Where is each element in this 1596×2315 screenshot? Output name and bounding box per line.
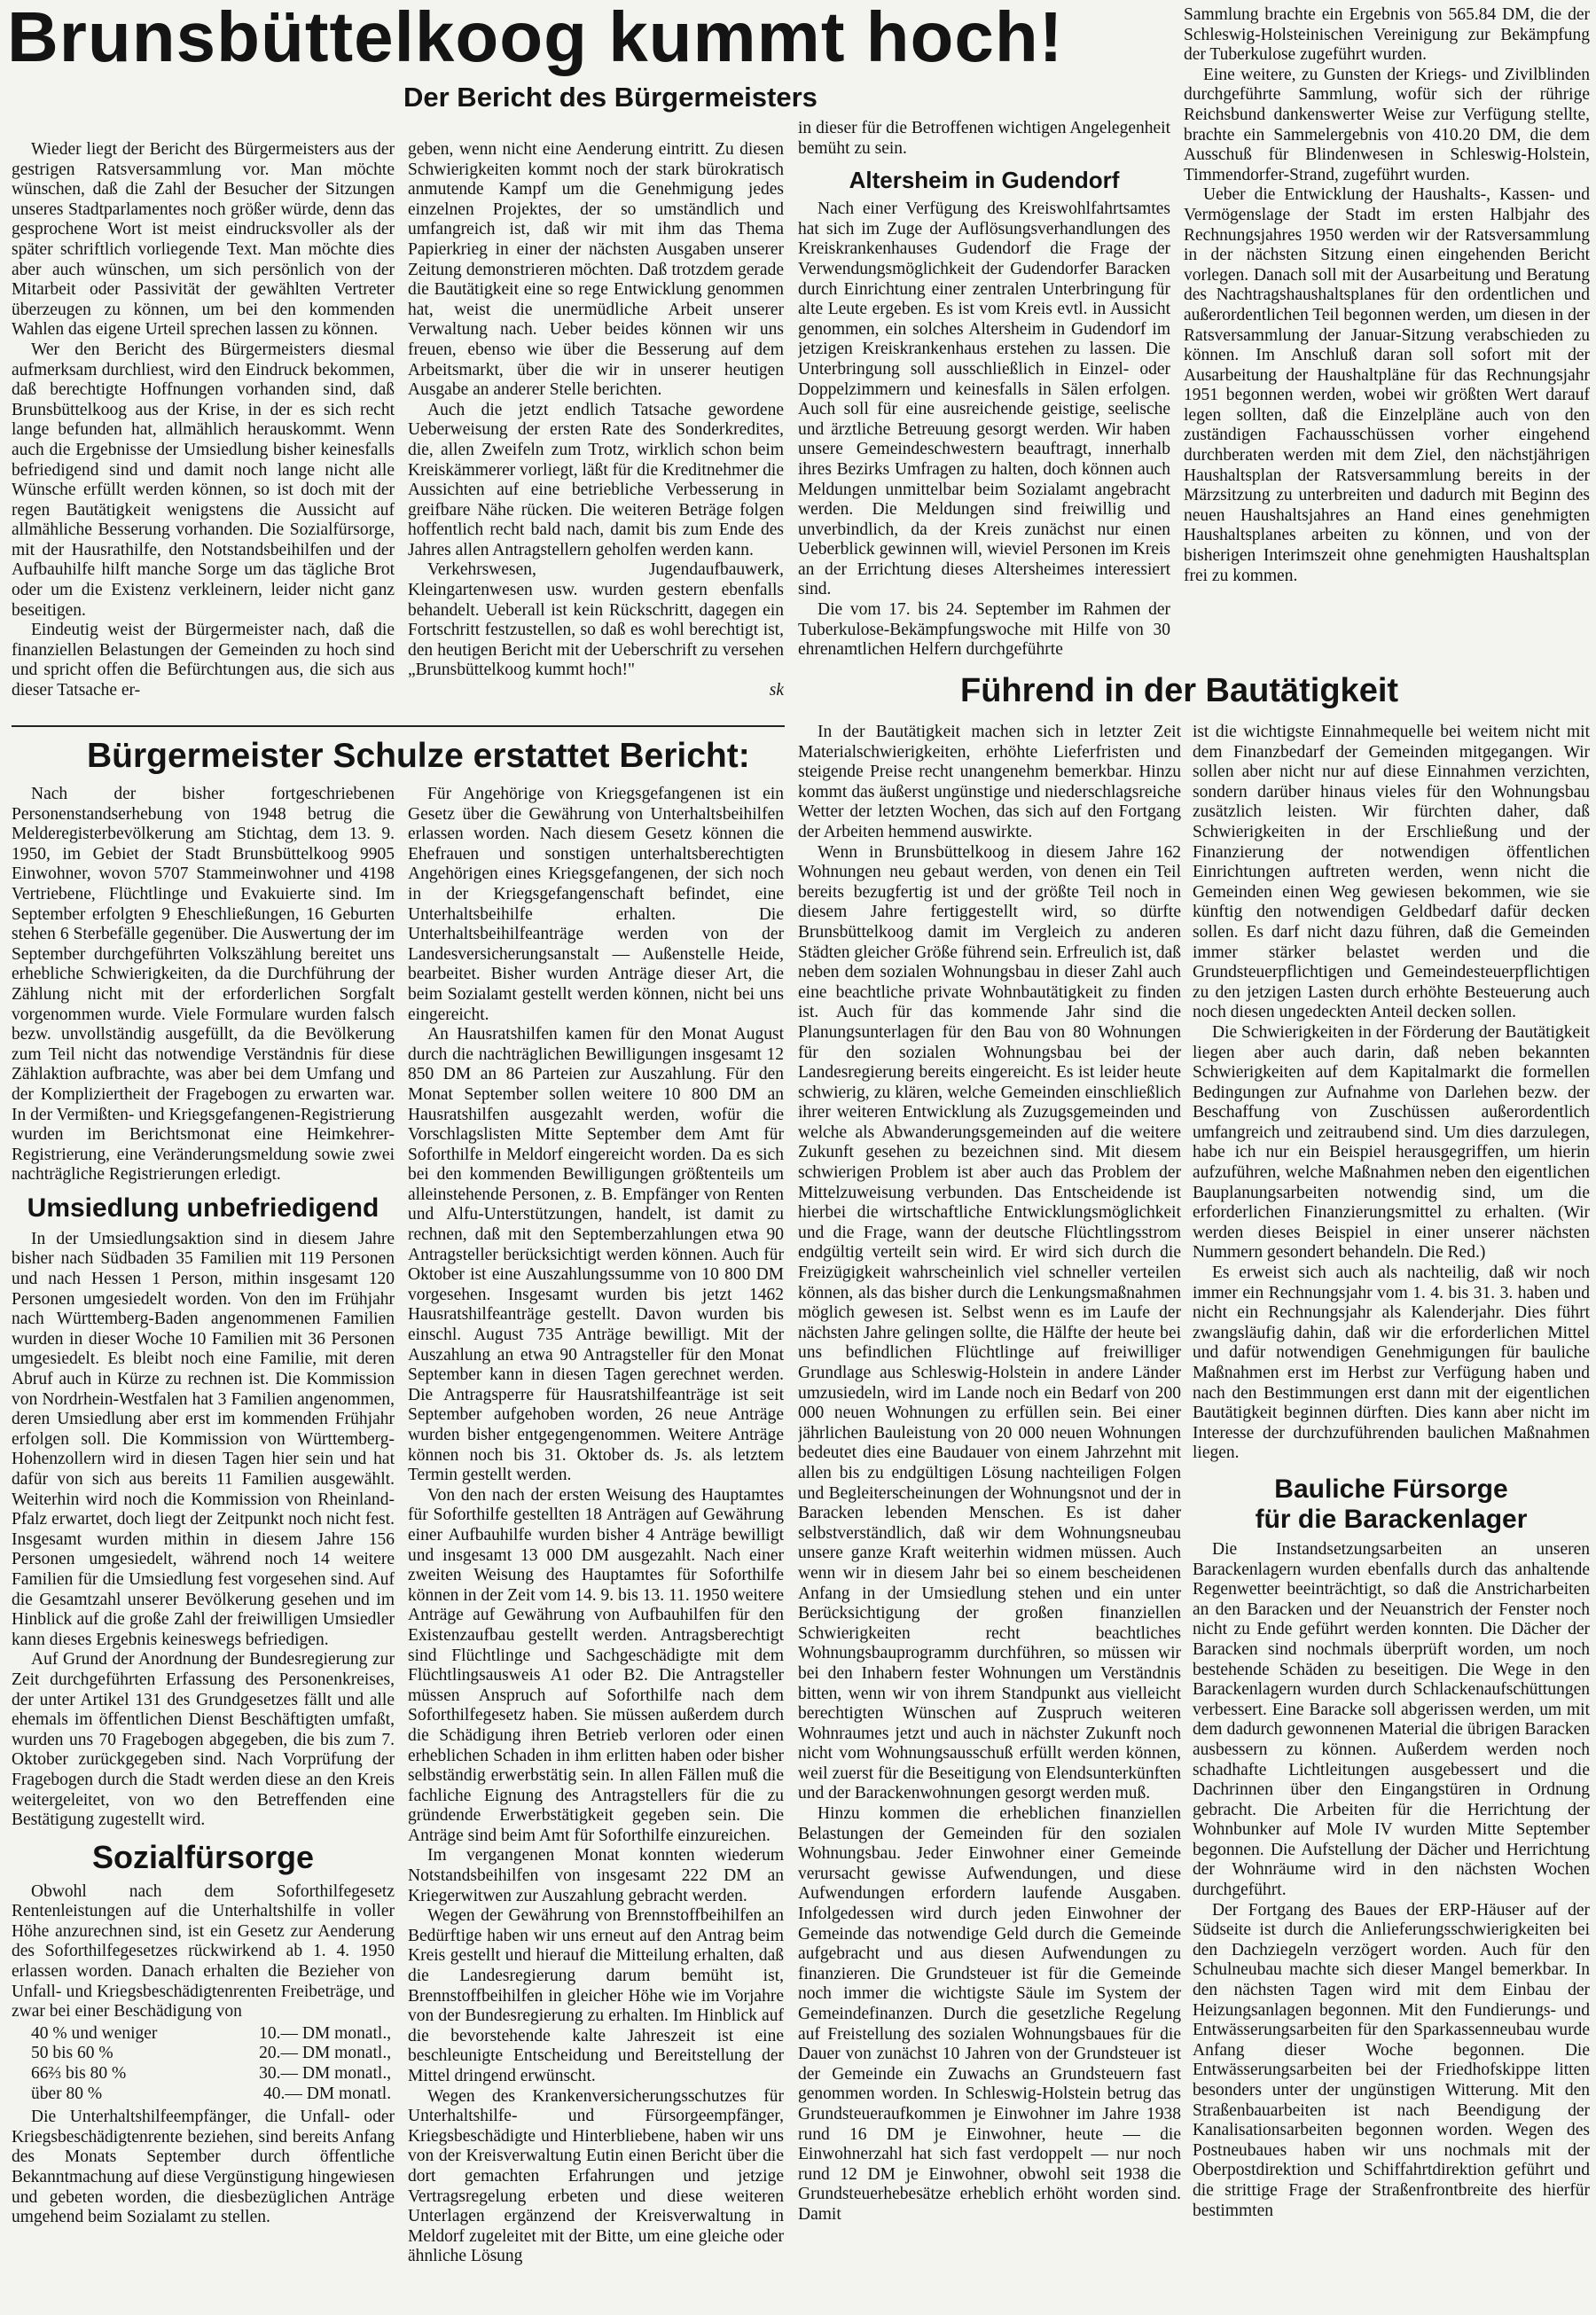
paragraph: Es erweist sich auch als nachteilig, daß wir noch immer ein Rechnungsjahr vom 1. 4. bis 31. 3. haben und nicht ein Rechnungsjahr als Kalenderjahr. Dies führt zwangsläufig dahin, daß wir die erforderlichen Mittel und dafür notwendigen Genehmigungen für bauliche Maßnahmen erst im Herbst zur Verfügung haben und nach den Bestimmungen erst dann mit der eigentlichen Bautätigkeit beginnen dürften. Dies kann aber nicht im Interesse der durchzuführenden baulichen Maßnahmen liegen.	[1193, 1263, 1590, 1463]
section-heading-umsiedlung: Umsiedlung unbefriedigend	[27, 1193, 379, 1223]
paragraph: Der Fortgang des Baues der ERP-Häuser auf der Südseite ist durch die Anlieferungsschwierigkeiten bei den Dachziegeln verzögert worden. Auch für den Schulneubau machte sich dieser Mangel bemerkbar. In den nächsten Tagen wird mit dem Einbau der Heizungsanlagen begonnen. Mit den Fundierungs- und Entwässerungsarbeiten für den Sparkassenneubau wurde Anfang dieser Woche begonnen. Die Entwässerungsarbeiten bei der Friedhofskippe litten besonders unter der ungünstigen Witterung. Mit den Straßenbauarbeiten ist nach Beendigung der Kanalisationsarbeiten begonnen worden. Wegen des Postneubaues haben wir uns nochmals mit der Oberpostdirektion und Schiffahrtdirektion geführt und die strittige Frage der Straßenfrontbreite des hierfür bestimmten	[1193, 1900, 1590, 2220]
paragraph: Obwohl nach dem Soforthilfegesetz Rentenleistungen auf die Unterhaltshilfe in voller Höhe anzurechnen sind, ist ein Gesetz zur Aenderung des Soforthilfegesetzes rückwirkend ab 1. 4. 1950 erlassen worden. Danach erhalten die Bezieher von Unfall- und Kriegsbeschädigtenrenten Freibeträge, und zwar bei einer Beschädigung von	[12, 1881, 395, 2022]
intro-column-2	[408, 140, 784, 716]
heading-line: Bauliche Fürsorge	[1274, 1474, 1508, 1504]
paragraph: ist die wichtigste Einnahmequelle bei weitem nicht mit dem Finanzbedarf der Gemeinden mitgegangen. Wir sollen aber nicht nur auf diese Einnahmen verzichten, sondern darüber hinaus vieles für den Wohnungsbau zusätzlich leisten. Wir fürchten daher, daß Schwierigkeiten in der Erschließung und der Finanzierung der notwendigen öffentlichen Einrichtungen auftreten werden, wenn nicht die Gemeinden einen Weg gewiesen bekommen, wie sie künftig den notwendigen Geldbedarf dafür decken sollen. Es darf nicht dazu führen, daß die Gemeinden immer stärker belastet werden und die Grundsteuerpflichtigen und Gemeindesteuerpflichtigen zu den jetzigen Lasten durch erhöhte Besteuerung auch noch diesen ungedeckten Anteil decken sollen.	[1193, 723, 1590, 1022]
table-cell: 50 bis 60 %	[31, 2044, 113, 2063]
paragraph: Verkehrswesen, Jugendaufbauwerk, Kleingartenwesen usw. wurden gestern ebenfalls behandelt. Ueberall ist kein Rückschritt, dagegen ein Fortschritt festzustellen, so daß es wohl berechtigt ist, den heutigen Bericht mit der Ueberschrift zu versehen „Brunsbüttelkoog kummt hoch!"	[408, 560, 784, 680]
section-heading-bautaetigkeit: Führend in der Bautätigkeit	[960, 672, 1399, 709]
paragraph: Nach einer Verfügung des Kreiswohlfahrtsamtes hat sich im Zuge der Auflösungsverhandlungen des Kreiskrankenhauses Gudendorf die Frage der Verwendungsmöglichkeit der Gudendorfer Baracken durch Einrichtung einer zentralen Unterbringung für alte Leute ergeben. Es ist vom Kreis evtl. in Aussicht genommen, ein solches Altersheim in Gudendorf im jetzigen Kreiskrankenhaus erstehen zu lassen. Die Unterbringung soll ausschließlich in Einzel- oder Doppelzimmern und keinesfalls in Sälen erfolgen. Auch soll für eine ausreichende geistige, seelische und ärztliche Betreuung gesorgt werden. Wir haben unsere Gemeindeschwestern beauftragt, innerhalb ihres Bezirks Umfragen zu halten, doch können auch Meldungen unmittelbar beim Sozialamt angebracht werden. Die Meldungen sind freiwillig und unverbindlich, da der Kreis zunächst nur einen Ueberblick gewinnen will, wieviel Personen im Kreis an der Errichtung dieses Altersheimes interessiert sind.	[798, 199, 1170, 599]
section-heading-bericht: Bürgermeister Schulze erstattet Bericht:	[87, 737, 750, 775]
paragraph: Im vergangenen Monat konnten wiederum Notstandsbeihilfen von insgesamt 222 DM an Kriegerwitwen zur Auszahlung gebracht werden.	[408, 1846, 784, 1905]
table-cell: 66⅔ bis 80 %	[31, 2064, 127, 2084]
paragraph: Eine weitere, zu Gunsten der Kriegs- und Zivilblinden durchgeführte Sammlung, wofür sich der rührige Reichsbund dankenswerter Weise zur Verfügung stellte, brachte ein Sammelergebnis von 410.20 DM, die dem Ausschuß für Blindenwesen in Schleswig-Holstein, Timmendorfer-Strand, zugeführt wurden.	[1184, 65, 1590, 184]
paragraph: Ueber die Entwicklung der Haushalts-, Kassen- und Vermögenslage der Stadt im ersten Halbjahr des Rechnungsjahres 1950 werden wir der Ratsversammlung in der nächsten Sitzung einen eingehenden Bericht vorlegen. Danach soll mit der Ausarbeitung und Beratung des Nachtragshaushaltsplanes für den ordentlichen und außerordentlichen Teil begonnen werden, um diesen in der Ratsversammlung der Januar-Sitzung verabschieden zu können. Im Anschluß daran soll sofort mit der Ausarbeitung der Haushaltpläne für das Rechnungsjahr 1951 begonnen werden, wobei wir größten Wert darauf legen sollten, daß die Einzelpläne auch von den zuständigen Fachausschüssen vorher eingehend durchberaten werden mit dem Ziel, den nächstjährigen Haushaltsplan der Ratsversammlung bereits in der Märzsitzung zu unterbreiten und dadurch mit Beginn des neuen Haushaltsjahres an Hand eines genehmigten Haushaltsplanes arbeiten zu können, und von der bisherigen Interimszeit ohne genehmigten Haushaltsplan frei zu kommen.	[1184, 185, 1590, 585]
table-cell: 40 % und weniger	[31, 2023, 158, 2043]
table-row	[31, 2044, 391, 2064]
paragraph: Wegen des Krankenversicherungsschutzes für Unterhaltshilfe- und Fürsorgeempfänger, Kriegsbeschädigte und Hinterbliebene, haben wir uns von der Kreisverwaltung Eutin einen Bericht über die dort gemachten Erfahrungen und jetzige Vertragsregelung erbeten und diese weiteren Unterlagen ergänzend der Kreisverwaltung in Meldorf zugeleitet mit der Bitte, um eine gleiche oder ähnliche Lösung	[408, 2086, 784, 2266]
subheadline: Der Bericht des Bürgermeisters	[403, 82, 818, 113]
paragraph: Die vom 17. bis 24. September im Rahmen der Tuberkulose-Bekämpfungswoche mit Hilfe von 30 ehrenamtlichen Helfern durchgeführte	[798, 600, 1170, 659]
paragraph: Wegen der Gewährung von Brennstoffbeihilfen an Bedürftige haben wir uns erneut auf den Antrag beim Kreis gestellt und hierauf die Mitteilung erhalten, daß die Landesregierung darum bemüht ist, Brennstoffbeihilfen in gleicher Höhe wie im Vorjahre von der Bundesregierung zu erhalten. Im Hinblick auf die bevorstehende kalte Jahreszeit ist eine beschleunigte Entscheidung und Bereitstellung der Mittel dringend erwünscht.	[408, 1906, 784, 2085]
sammlung-column	[1184, 5, 1590, 661]
bautaetigkeit-column-1	[798, 723, 1181, 2310]
table-row	[31, 2084, 391, 2105]
paragraph: Hinzu kommen die erheblichen finanziellen Belastungen der Gemeinden für den sozialen Wohnungsbau. Jeder Einwohner einer Gemeinde verursacht gewisse Aufwendungen, und diese Aufwendungen erfordern laufende Ausgaben. Infolgedessen wird durch jeden Einwohner der Gemeinde das notwendige Geld durch die Gemeinde aufgebracht und aus diesen Aufwendungen zu finanzieren. Die Grundsteuer ist für die Gemeinde noch immer die wichtigste Säule im System der Gemeindefinanzen. Durch die gesetzliche Regelung auf Freistellung des sozialen Wohnungsbaues für die Dauer von zunächst 10 Jahren von der Grundsteuer ist der Gemeinde ein Zuwachs an Grundsteuern fast genommen worden. In Schleswig-Holstein betrug das Grundsteueraufkommen je Einwohner im Jahre 1938 rund 16 DM je Einwohner, heute — die Einwohnerzahl hat sich fast verdoppelt — nur noch rund 12 DM je Einwohner, obwohl seit 1938 die Grundsteuerhebesätze erheblich erhöht worden sind. Damit	[798, 1804, 1181, 2224]
table-row	[31, 2024, 391, 2045]
author-signature: sk	[769, 681, 784, 700]
headline: Brunsbüttelkoog kummt hoch!	[7, 0, 1064, 76]
paragraph: Wenn in Brunsbüttelkoog in diesem Jahre 162 Wohnungen neu gebaut werden, von denen ein Teil bereits bezugfertig ist und der größte Teil noch in diesem Jahre fertiggestellt wird, so dürfte Brunsbüttelkoog damit im Vergleich zu anderen Städten gleicher Größe führend sein. Erfreulich ist, daß neben dem sozialen Wohnungsbau in dieser Zahl auch eine beachtliche private Wohnbautätigkeit zu finden ist. Auch für das kommende Jahr sind die Planungsunterlagen für den Bau von 80 Wohnungen für den sozialen Wohnungsbau bei der Landesregierung bereits eingereicht. Es ist leider heute schwierig, zu klären, welche Gemeinden einschließlich ihrer weiteren Entwicklung als Zuzugsgemeinden und welche als Abwanderungsgemeinden auf die weitere Zukunft gesehen zu bezeichnen sind. Mit diesem schwierigen Problem ist aber auch das Problem der Mittelzuweisung verbunden. Das Entscheidende ist hierbei die wirtschaftliche Entwicklungsmöglichkeit und die Frage, wann der deutsche Flüchtlingsstrom endgültig verteilt sein wird. Er wird sich durch die Freizügigkeit wahrscheinlich viel schneller verteilen können, als das bisher durch die Lenkungsmaßnahmen möglich gewesen ist. Selbst wenn es im Laufe der nächsten Jahre gelingen sollte, die Hälfte der heute bei uns befindlichen Flüchtlinge auf freiwilliger Grundlage aus Schleswig-Holstein in andere Länder umzusiedeln, wird im Lande noch ein Bedarf von 200 000 neuen Wohnungen zu erfüllen sein. Bei einer jährlichen Bauleistung von 20 000 neuen Wohnungen bedeutet dies eine Baudauer von einem Jahrzehnt mit allen bis zu endgültigen Lösung nachteiligen Folgen und Begleiterscheinungen der Wohnungsnot und der in Baracken lebenden Menschen. Es ist daher selbstverständlich, daß wir dem Wohnungsneubau unsere ganze Kraft weiterhin widmen müssen. Auch wenn wir in diesem Jahr bei so einem bescheidenen Anfang in der Umsiedlung stehen und ein unter Berücksichtigung der großen finanziellen Schwierigkeiten recht beachtliches Wohnungsbauprogramm durchführen, so müssen wir bei den Inhabern fester Wohnungen um Verständnis bitten, wenn wir von ihrem Standpunkt aus vielleicht berechtigten Wünschen auf Zuspruch weiteren Wohnraumes jetzt und auch in nächster Zukunft noch nicht vom Wohnungsausschuß erfüllt werden können, weil zuerst für die Beseitigung von Elendsunterkünften und der Barackenwohnungen gesorgt werden muß.	[798, 842, 1181, 1803]
bericht-column-1	[12, 785, 395, 2310]
section-heading-sozialfuersorge: Sozialfürsorge	[91, 1838, 315, 1875]
heading-line: für die Barackenlager	[1255, 1504, 1528, 1534]
paragraph: geben, wenn nicht eine Aenderung eintritt. Zu diesen Schwierigkeiten kommt noch der stark bürokratisch anmutende Kampf um die Genehmigung jedes einzelnen Projektes, der so umständlich und umfangreich ist, daß wir mit ihm das Thema Papierkrieg in einer der nächsten Ausgaben unserer Zeitung demonstrieren möchten. Daß trotzdem gerade die Bautätigkeit eine so rege Entwicklung genommen hat, weist die unermüdliche Arbeit unserer Verwaltung nach. Ueber beides können wir uns freuen, ebenso wie über die Besserung auf dem Arbeitsmarkt, über die wir in unserer heutigen Ausgabe an anderer Stelle berichten.	[408, 140, 784, 400]
section-heading-baracken	[1193, 1474, 1590, 1535]
paragraph: An Hausratshilfen kamen für den Monat August durch die nachträglichen Bewilligungen insgesamt 12 850 DM an 86 Parteien zur Auszahlung. Für den Monat September sollen weitere 10 800 DM an Hausratshilfen ausgezahlt werden, wofür die Vorschlagslisten Mitte September dem Amt für Soforthilfe in Meldorf eingereicht worden. Da es sich bei den kommenden Bewilligungen größtenteils um alleinstehende Personen, z. B. Empfänger von Renten und Alfu-Unterstützungen, handelt, ist damit zu rechnen, daß mit den Septemberzahlungen etwa 90 Antragsteller berücksichtigt werden können. Auch für Oktober ist eine Auszahlungssumme von 10 800 DM vorgesehen. Insgesamt wurden bis jetzt 1462 Hausratshilfeanträge gestellt. Davon wurden bis einschl. August 735 Anträge bewilligt. Mit der Auszahlung an etwa 90 Antragsteller für den Monat September kann in diesen Tagen gerechnet werden. Die Antragsperre für Hausratshilfeanträge ist seit September aufgehoben worden, 26 neue Anträge wurden bisher entgegengenommen. Weitere Anträge können noch bis 31. Oktober ds. Js. als letztem Termin gestellt werden.	[408, 1025, 784, 1485]
paragraph: Wer den Bericht des Bürgermeisters diesmal aufmerksam durchliest, wird den Eindruck bekommen, daß berechtigte Hoffnungen vorhanden sind, daß Brunsbüttelkoog aus der Krise, in der es sich recht lange befunden hat, allmählich herauskommt. Wenn auch die Ergebnisse der Umsiedlung bisher keinesfalls befriedigend sind und damit noch lange nicht alle Wünsche erfüllt werden können, so ist doch mit der regen Bautätigkeit wenigstens die Aussicht auf allmähliche Besserung vorhanden. Die Sozialfürsorge, mit der Hausrathilfe, den Notstandsbeihilfen und der Aufbauhilfe hilft manche Sorge um das tägliche Brot oder um die Existenz verkleinern, leider nicht ganz beseitigen.	[12, 340, 395, 620]
table-row	[31, 2064, 391, 2084]
paragraph: Auch die jetzt endlich Tatsache gewordene Ueberweisung der ersten Rate des Sonderkredites, die, allen Zweifeln zum Trotz, wirklich schon beim Kreiskämmerer vorliegt, läßt für die Kreditnehmer die Aussichten auf eine betriebliche Verbesserung in greifbare Nähe rücken. Die weiteren Beträge folgen hoffentlich recht bald nach, damit bis zum Ende des Jahres allen Antragstellern geholfen werden kann.	[408, 400, 784, 559]
paragraph: in dieser für die Betroffenen wichtigen Angelegenheit bemüht zu sein.	[798, 119, 1170, 158]
paragraph: Auf Grund der Anordnung der Bundesregierung zur Zeit durchgeführten Erfassung des Personenkreises, der unter Artikel 131 des Grundgesetzes fällt und alle ehemals im öffentlichen Dienst Beschäftigten umfaßt, wurden uns 70 Fragebogen abgegeben, die bis zum 7. Oktober zurückgegeben sind. Nach Vorprüfung der Fragebogen durch die Stadt werden diese an den Kreis weitergeleitet, von wo den Betreffenden eine Bestätigung zugestellt wird.	[12, 1650, 395, 1830]
table-cell: 10.— DM monatl.,	[259, 2023, 392, 2043]
paragraph: Die Unterhaltshilfeempfänger, die Unfall- oder Kriegsbeschädigtenrente beziehen, sind bereits Anfang des Monats September durch öffentliche Bekanntmachung auf diese Vergünstigung hingewiesen und gebeten worden, die diesbezüglichen Anträge umgehend beim Sozialamt zu stellen.	[12, 2108, 395, 2227]
paragraph: Nach der bisher fortgeschriebenen Personenstandserhebung von 1948 betrug die Melderegisterbevölkerung am Stichtag, dem 13. 9. 1950, im Gebiet der Stadt Brunsbüttelkoog 9905 Einwohner, wovon 5707 Stammeinwohner und 4198 Vertriebene, Flüchtlinge und Evakuierte sind. Im September erfolgten 9 Eheschließungen, 16 Geburten stehen 6 Sterbefälle gegenüber. Die Auswertung der im September durchgeführten Volkszählung bereitet uns erhebliche Schwierigkeiten, da die Durchführung der Zählung nicht mit der erforderlichen Sorgfalt vorgenommen wurde. Viele Formulare wurden falsch bezw. unvollständig ausgefüllt, da die Bevölkerung zum Teil nicht das notwendige Verständnis für diese Zählaktion aufbrachte, was aber bei dem Umfang und der Kompliziertheit der Fragebogen zu erwarten war. In der Vermißten- und Kriegsgefangenen-Registrierung wurden im Berichtsmonat eine Heimkehrer-Registrierung, eine Veränderungsmeldung sowie zwei nachträgliche Registrierungen erledigt.	[12, 785, 395, 1185]
paragraph: Sammlung brachte ein Ergebnis von 565.84 DM, die der Schleswig-Holsteinischen Vereinigung zur Bekämpfung der Tuberkulose zugeführt wurden.	[1184, 5, 1590, 65]
table-cell: über 80 %	[31, 2084, 103, 2103]
paragraph: Die Schwierigkeiten in der Förderung der Bautätigkeit liegen aber auch darin, daß neben bekannten Schwierigkeiten auf dem Kapitalmarkt die formellen Bedingungen zur Aufnahme von Darlehen bezw. der Beschaffung von Zuschüssen außerordentlich umfangreich und zeitraubend sind. Um dies darzulegen, habe ich nur ein Beispiel herausgegriffen, um hierin aufzuführen, welche Maßnahmen neben den eigentlichen Bauplanungsarbeiten notwendig sind, um die erforderlichen Finanzierungsmittel zu erhalten. (Wir werden dieses Beispiel in einer unserer nächsten Nummern gesondert behandeln. Die Red.)	[1193, 1022, 1590, 1263]
paragraph: Für Angehörige von Kriegsgefangenen ist ein Gesetz über die Gewährung von Unterhaltsbeihilfen erlassen worden. Nach diesem Gesetz können die Ehefrauen und sonstigen unterhaltsberechtigten Angehörigen eines Kriegsgefangenen, der sich noch in der Kriegsgefangenschaft befindet, eine Unterhaltsbeihilfe erhalten. Die Unterhaltsbeihilfeanträge werden von der Landesversicherungsanstalt — Außenstelle Heide, bearbeitet. Bisher wurden Anträge dieser Art, die beim Sozialamt gestellt werden können, nicht bei uns eingereicht.	[408, 785, 784, 1024]
freibetrag-table	[31, 2024, 391, 2104]
bericht-column-2	[408, 785, 784, 2310]
intro-column-1	[12, 140, 395, 716]
table-cell: 20.— DM monatl.,	[259, 2044, 392, 2063]
table-cell: 40.— DM monatl.	[262, 2084, 392, 2103]
paragraph: Wieder liegt der Bericht des Bürgermeisters aus der gestrigen Ratsversammlung vor. Man möchte wünschen, daß die Zahl der Besucher der Sitzungen unseres Stadtparlamentes noch größer würde, denn das gesprochene Wort ist meist eindrucksvoller als der später schriftlich vorliegende Text. Man möchte dies aber auch wünschen, um sich persönlich von der Mitarbeit oder Passivität der gewählten Vertreter überzeugen zu können, um bei den kommenden Wahlen das eigene Urteil sprechen lassen zu können.	[12, 140, 395, 340]
section-heading-altersheim: Altersheim in Gudendorf	[849, 167, 1120, 194]
divider	[12, 725, 785, 727]
altersheim-column	[798, 119, 1170, 659]
paragraph: Von den nach der ersten Weisung des Hauptamtes für Soforthilfe gestellten 18 Anträgen auf Gewährung einer Aufbauhilfe wurden bisher 4 Anträge bewilligt und insgesamt 13 000 DM ausgezahlt. Nach einer zweiten Weisung des Hauptamtes für Soforthilfe können in der Zeit vom 14. 9. bis 13. 11. 1950 weitere Anträge auf Gewährung von Aufbauhilfen für den Existenzaufbau gestellt werden. Antragsberechtigt sind Flüchtlinge und Sachgeschädigte mit dem Flüchtlingsausweis A1 oder B2. Die Antragsteller müssen Anspruch auf Soforthilfe nach dem Soforthilfegesetz haben. Sie müssen außerdem durch die Schädigung ihren Betrieb verloren oder einen erheblichen Schaden in ihm erlitten haben oder bisher selbständig erwerbstätig sein. In allen Fällen muß die fachliche Eignung des Antragstellers für die zu gründende Erwerbstätigkeit gegeben sein. Die Anträge sind beim Amt für Soforthilfe einzureichen.	[408, 1485, 784, 1845]
bautaetigkeit-column-2	[1193, 723, 1590, 2310]
paragraph: In der Umsiedlungsaktion sind in diesem Jahre bisher nach Südbaden 35 Familien mit 119 Personen und nach Hessen 1 Person, mithin insgesamt 120 Personen umgesiedelt worden. Von den im Frühjahr nach Württemberg-Baden angenommenen Familien wurden in dieser Woche 10 Familien mit 36 Personen umgesiedelt. Es bleibt noch eine Familie, mit deren Abruf auch in Kürze zu rechnen ist. Die Kommission von Nordrhein-Westfalen hat 3 Familien angenommen, deren Umsiedlung aber erst im kommenden Frühjahr erfolgen soll. Die Kommission von Württemberg-Hohenzollern wird in diesen Tagen hier sein und hat dafür von sich aus bereits 11 Familien ausgewählt. Weiterhin wird noch die Kommission von Rheinland-Pfalz erwartet, doch liegt der Zeitpunkt noch nicht fest. Insgesamt wurden mithin in diesem Jahre 156 Personen umgesiedelt, während noch 14 weitere Familien für die Umsiedlung fest vorgesehen sind. Auf die Gesamtzahl unserer Bevölkerung gesehen und im Hinblick auf die große Zahl der freiwilligen Umsiedler kann dieses Ergebnis keineswegs befriedigen.	[12, 1229, 395, 1649]
table-cell: 30.— DM monatl.,	[259, 2064, 392, 2084]
paragraph: Eindeutig weist der Bürgermeister nach, daß die finanziellen Belastungen der Gemeinden zu hoch sind und spricht offen die Befürchtungen aus, die sich aus dieser Tatsache er-	[12, 621, 395, 700]
paragraph: In der Bautätigkeit machen sich in letzter Zeit Materialschwierigkeiten, erhöhte Lieferfristen und steigende Preise recht unangenehm bemerkbar. Hinzu kommt das äußerst ungünstige und niederschlagsreiche Wetter der letzten Wochen, das sich auf den Fortgang der Arbeiten hemmend auswirkte.	[798, 723, 1181, 841]
paragraph: Die Instandsetzungsarbeiten an unseren Barackenlagern wurden ebenfalls durch das anhaltende Regenwetter beeinträchtigt, so daß die Anstricharbeiten an den Baracken und der Neuanstrich der Fenster noch nicht zu Ende geführt werden konnten. Die Dächer der Baracken sind nochmals überprüft worden, um noch bestehende Schäden zu beseitigen. Die Wege in den Barackenlagern wurden durch Schlackenaufschüttungen verbessert. Eine Baracke soll abgerissen werden, um mit dem dadurch gewonnenen Material die übrigen Baracken ausbessern zu können. Außerdem werden noch schadhafte Lichtleitungen ausgebessert und die Dachrinnen über den Eingangstüren in Ordnung gebracht. Die Arbeiten für die Herrichtung der Wohnbunker auf Mole IV wurden Mitte September begonnen. Die Aufstellung der Dächer und Herrichtung der Wohnräume wird in den nächsten Wochen durchgeführt.	[1193, 1539, 1590, 1900]
